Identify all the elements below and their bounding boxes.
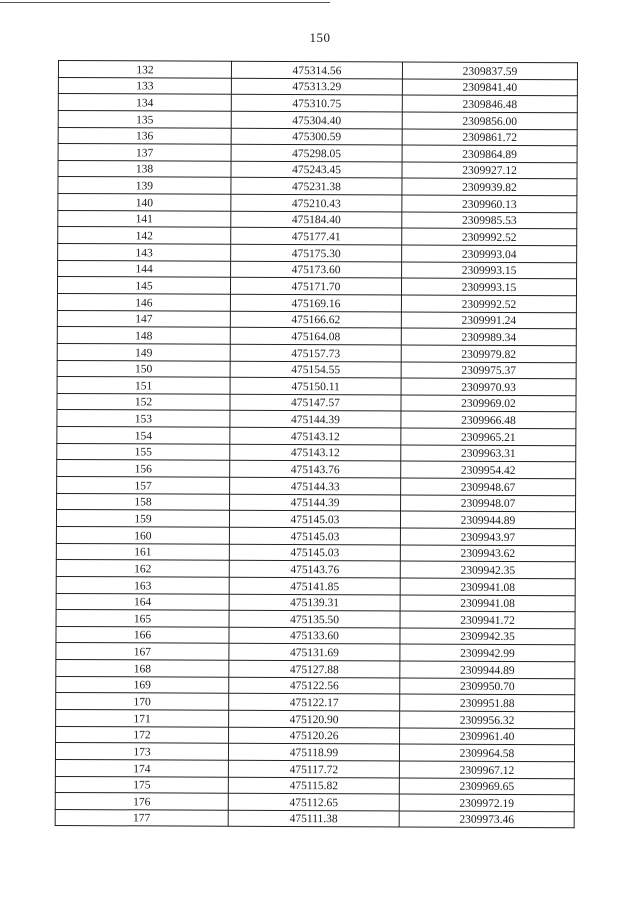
x-coordinate-cell: 475127.88 bbox=[229, 660, 400, 677]
table-row bbox=[57, 377, 576, 396]
x-coordinate-cell: 475300.59 bbox=[231, 128, 402, 145]
x-coordinate-cell: 475135.50 bbox=[229, 610, 400, 627]
y-coordinate-cell: 2309966.48 bbox=[401, 411, 576, 428]
y-coordinate-cell: 2309993.04 bbox=[402, 245, 577, 262]
x-coordinate-cell: 475173.60 bbox=[231, 261, 402, 278]
y-coordinate-cell: 2309939.82 bbox=[402, 178, 577, 195]
y-coordinate-cell: 2309969.65 bbox=[399, 778, 574, 795]
y-coordinate-cell: 2309975.37 bbox=[401, 362, 576, 379]
x-coordinate-cell: 475141.85 bbox=[229, 577, 400, 594]
x-coordinate-cell: 475313.29 bbox=[231, 78, 402, 95]
y-coordinate-cell: 2309846.48 bbox=[402, 95, 577, 112]
table-row bbox=[58, 194, 577, 213]
table-row bbox=[58, 144, 577, 163]
x-coordinate-cell: 475144.39 bbox=[230, 494, 401, 511]
table-row bbox=[57, 443, 576, 462]
table-row bbox=[56, 660, 575, 679]
point-number-cell: 140 bbox=[58, 194, 231, 211]
x-coordinate-cell: 475171.70 bbox=[230, 278, 401, 295]
x-coordinate-cell: 475144.33 bbox=[230, 477, 401, 494]
table-row bbox=[58, 244, 577, 263]
table-row bbox=[56, 576, 575, 595]
x-coordinate-cell: 475184.40 bbox=[231, 211, 402, 228]
y-coordinate-cell: 2309993.15 bbox=[401, 278, 576, 295]
table-row bbox=[56, 560, 575, 579]
table-row bbox=[58, 177, 577, 196]
x-coordinate-cell: 475120.26 bbox=[229, 727, 400, 744]
table-row bbox=[58, 260, 577, 279]
x-coordinate-cell: 475164.08 bbox=[230, 328, 401, 345]
y-coordinate-cell: 2309927.12 bbox=[402, 162, 577, 179]
x-coordinate-cell: 475122.56 bbox=[229, 677, 400, 694]
y-coordinate-cell: 2309944.89 bbox=[400, 511, 575, 528]
table-row bbox=[56, 526, 575, 545]
point-number-cell: 162 bbox=[56, 560, 229, 577]
y-coordinate-cell: 2309942.99 bbox=[400, 644, 575, 661]
table-row bbox=[57, 460, 576, 479]
y-coordinate-cell: 2309943.97 bbox=[400, 528, 575, 545]
table-row bbox=[56, 543, 575, 562]
table-row bbox=[56, 643, 575, 662]
x-coordinate-cell: 475157.73 bbox=[230, 344, 401, 361]
y-coordinate-cell: 2309993.15 bbox=[402, 262, 577, 279]
point-number-cell: 144 bbox=[58, 260, 231, 277]
y-coordinate-cell: 2309961.40 bbox=[400, 728, 575, 745]
y-coordinate-cell: 2309991.24 bbox=[401, 312, 576, 329]
x-coordinate-cell: 475145.03 bbox=[229, 511, 400, 528]
x-coordinate-cell: 475145.03 bbox=[229, 544, 400, 561]
x-coordinate-cell: 475304.40 bbox=[231, 111, 402, 128]
table-row bbox=[58, 227, 577, 246]
point-number-cell: 155 bbox=[57, 443, 230, 460]
x-coordinate-cell: 475145.03 bbox=[229, 527, 400, 544]
point-number-cell: 161 bbox=[56, 543, 229, 560]
y-coordinate-cell: 2309948.67 bbox=[401, 478, 576, 495]
x-coordinate-cell: 475112.65 bbox=[228, 793, 399, 810]
point-number-cell: 146 bbox=[57, 293, 230, 310]
x-coordinate-cell: 475177.41 bbox=[231, 228, 402, 245]
point-number-cell: 169 bbox=[56, 676, 229, 693]
y-coordinate-cell: 2309972.19 bbox=[399, 794, 574, 811]
table-row bbox=[56, 726, 575, 745]
x-coordinate-cell: 475314.56 bbox=[231, 61, 402, 78]
point-number-cell: 170 bbox=[56, 693, 229, 710]
table-row bbox=[56, 610, 575, 629]
point-number-cell: 153 bbox=[57, 410, 230, 427]
coordinates-table bbox=[55, 60, 578, 829]
page-number: 150 bbox=[309, 30, 331, 45]
y-coordinate-cell: 2309965.21 bbox=[401, 428, 576, 445]
point-number-cell: 173 bbox=[55, 743, 228, 760]
y-coordinate-cell: 2309973.46 bbox=[399, 811, 574, 828]
y-coordinate-cell: 2309943.62 bbox=[400, 545, 575, 562]
table-row bbox=[56, 693, 575, 712]
y-coordinate-cell: 2309942.35 bbox=[400, 561, 575, 578]
y-coordinate-cell: 2309941.08 bbox=[400, 578, 575, 595]
table-row bbox=[57, 343, 576, 362]
point-number-cell: 166 bbox=[56, 626, 229, 643]
y-coordinate-cell: 2309979.82 bbox=[401, 345, 576, 362]
table-row bbox=[58, 127, 577, 146]
table-row bbox=[56, 709, 575, 728]
y-coordinate-cell: 2309992.52 bbox=[401, 295, 576, 312]
x-coordinate-cell: 475310.75 bbox=[231, 95, 402, 112]
point-number-cell: 145 bbox=[57, 277, 230, 294]
x-coordinate-cell: 475147.57 bbox=[230, 394, 401, 411]
table-row bbox=[58, 160, 577, 179]
y-coordinate-cell: 2309970.93 bbox=[401, 378, 576, 395]
point-number-cell: 133 bbox=[58, 77, 231, 94]
y-coordinate-cell: 2309969.02 bbox=[401, 395, 576, 412]
y-coordinate-cell: 2309967.12 bbox=[399, 761, 574, 778]
point-number-cell: 159 bbox=[56, 510, 229, 527]
point-number-cell: 149 bbox=[57, 343, 230, 360]
y-coordinate-cell: 2309951.88 bbox=[400, 694, 575, 711]
y-coordinate-cell: 2309837.59 bbox=[402, 62, 577, 79]
point-number-cell: 175 bbox=[55, 776, 228, 793]
point-number-cell: 176 bbox=[55, 793, 228, 810]
table-row bbox=[58, 110, 577, 129]
table-row bbox=[57, 427, 576, 446]
table-row bbox=[56, 676, 575, 695]
x-coordinate-cell: 475111.38 bbox=[228, 810, 399, 827]
y-coordinate-cell: 2309960.13 bbox=[402, 195, 577, 212]
table-row bbox=[57, 293, 576, 312]
x-coordinate-cell: 475143.12 bbox=[230, 427, 401, 444]
table-row bbox=[58, 77, 577, 96]
y-coordinate-cell: 2309954.42 bbox=[401, 461, 576, 478]
table-row bbox=[57, 393, 576, 412]
point-number-cell: 135 bbox=[58, 110, 231, 127]
point-number-cell: 136 bbox=[58, 127, 231, 144]
x-coordinate-cell: 475133.60 bbox=[229, 627, 400, 644]
x-coordinate-cell: 475231.38 bbox=[231, 178, 402, 195]
y-coordinate-cell: 2309944.89 bbox=[400, 661, 575, 678]
x-coordinate-cell: 475118.99 bbox=[228, 744, 399, 761]
point-number-cell: 156 bbox=[57, 460, 230, 477]
y-coordinate-cell: 2309992.52 bbox=[402, 228, 577, 245]
point-number-cell: 142 bbox=[58, 227, 231, 244]
point-number-cell: 160 bbox=[56, 526, 229, 543]
y-coordinate-cell: 2309964.58 bbox=[399, 744, 574, 761]
table-row bbox=[58, 210, 577, 229]
table-row bbox=[57, 477, 576, 496]
x-coordinate-cell: 475131.69 bbox=[229, 644, 400, 661]
x-coordinate-cell: 475139.31 bbox=[229, 594, 400, 611]
y-coordinate-cell: 2309861.72 bbox=[402, 129, 577, 146]
y-coordinate-cell: 2309948.07 bbox=[401, 495, 576, 512]
x-coordinate-cell: 475143.76 bbox=[229, 560, 400, 577]
point-number-cell: 157 bbox=[57, 477, 230, 494]
point-number-cell: 132 bbox=[58, 61, 231, 78]
x-coordinate-cell: 475298.05 bbox=[231, 144, 402, 161]
table-row bbox=[55, 809, 574, 828]
point-number-cell: 138 bbox=[58, 160, 231, 177]
y-coordinate-cell: 2309864.89 bbox=[402, 145, 577, 162]
point-number-cell: 164 bbox=[56, 593, 229, 610]
y-coordinate-cell: 2309942.35 bbox=[400, 628, 575, 645]
y-coordinate-cell: 2309950.70 bbox=[400, 678, 575, 695]
x-coordinate-cell: 475122.17 bbox=[229, 694, 400, 711]
x-coordinate-cell: 475143.76 bbox=[230, 461, 401, 478]
point-number-cell: 148 bbox=[57, 327, 230, 344]
table-row bbox=[57, 410, 576, 429]
table-row bbox=[57, 360, 576, 379]
x-coordinate-cell: 475169.16 bbox=[230, 294, 401, 311]
x-coordinate-cell: 475143.12 bbox=[230, 444, 401, 461]
table-row bbox=[56, 626, 575, 645]
point-number-cell: 158 bbox=[57, 493, 230, 510]
table-row bbox=[57, 277, 576, 296]
point-number-cell: 171 bbox=[56, 709, 229, 726]
y-coordinate-cell: 2309856.00 bbox=[402, 112, 577, 129]
y-coordinate-cell: 2309989.34 bbox=[401, 328, 576, 345]
y-coordinate-cell: 2309985.53 bbox=[402, 212, 577, 229]
point-number-cell: 172 bbox=[56, 726, 229, 743]
point-number-cell: 141 bbox=[58, 210, 231, 227]
y-coordinate-cell: 2309941.72 bbox=[400, 611, 575, 628]
point-number-cell: 152 bbox=[57, 393, 230, 410]
point-number-cell: 143 bbox=[58, 244, 231, 261]
point-number-cell: 151 bbox=[57, 377, 230, 394]
table-row bbox=[56, 510, 575, 529]
x-coordinate-cell: 475144.39 bbox=[230, 411, 401, 428]
table-row bbox=[55, 759, 574, 778]
y-coordinate-cell: 2309963.31 bbox=[401, 445, 576, 462]
table-row bbox=[57, 493, 576, 512]
table-row bbox=[58, 94, 577, 113]
x-coordinate-cell: 475166.62 bbox=[230, 311, 401, 328]
point-number-cell: 167 bbox=[56, 643, 229, 660]
x-coordinate-cell: 475120.90 bbox=[229, 710, 400, 727]
point-number-cell: 150 bbox=[57, 360, 230, 377]
point-number-cell: 137 bbox=[58, 144, 231, 161]
table-row bbox=[55, 743, 574, 762]
point-number-cell: 165 bbox=[56, 610, 229, 627]
table-row bbox=[57, 327, 576, 346]
table-row bbox=[58, 61, 577, 80]
top-scan-rule bbox=[0, 2, 330, 3]
point-number-cell: 154 bbox=[57, 427, 230, 444]
table-row bbox=[57, 310, 576, 329]
point-number-cell: 139 bbox=[58, 177, 231, 194]
point-number-cell: 134 bbox=[58, 94, 231, 111]
point-number-cell: 163 bbox=[56, 576, 229, 593]
x-coordinate-cell: 475117.72 bbox=[228, 760, 399, 777]
table-row bbox=[56, 593, 575, 612]
point-number-cell: 168 bbox=[56, 660, 229, 677]
y-coordinate-cell: 2309956.32 bbox=[400, 711, 575, 728]
y-coordinate-cell: 2309941.08 bbox=[400, 594, 575, 611]
x-coordinate-cell: 475150.11 bbox=[230, 377, 401, 394]
y-coordinate-cell: 2309841.40 bbox=[402, 79, 577, 96]
x-coordinate-cell: 475154.55 bbox=[230, 361, 401, 378]
x-coordinate-cell: 475243.45 bbox=[231, 161, 402, 178]
coordinates-table-body bbox=[55, 61, 577, 829]
point-number-cell: 174 bbox=[55, 759, 228, 776]
x-coordinate-cell: 475175.30 bbox=[231, 244, 402, 261]
x-coordinate-cell: 475210.43 bbox=[231, 194, 402, 211]
x-coordinate-cell: 475115.82 bbox=[228, 777, 399, 794]
point-number-cell: 177 bbox=[55, 809, 228, 826]
table-row bbox=[55, 776, 574, 795]
table-row bbox=[55, 793, 574, 812]
point-number-cell: 147 bbox=[57, 310, 230, 327]
